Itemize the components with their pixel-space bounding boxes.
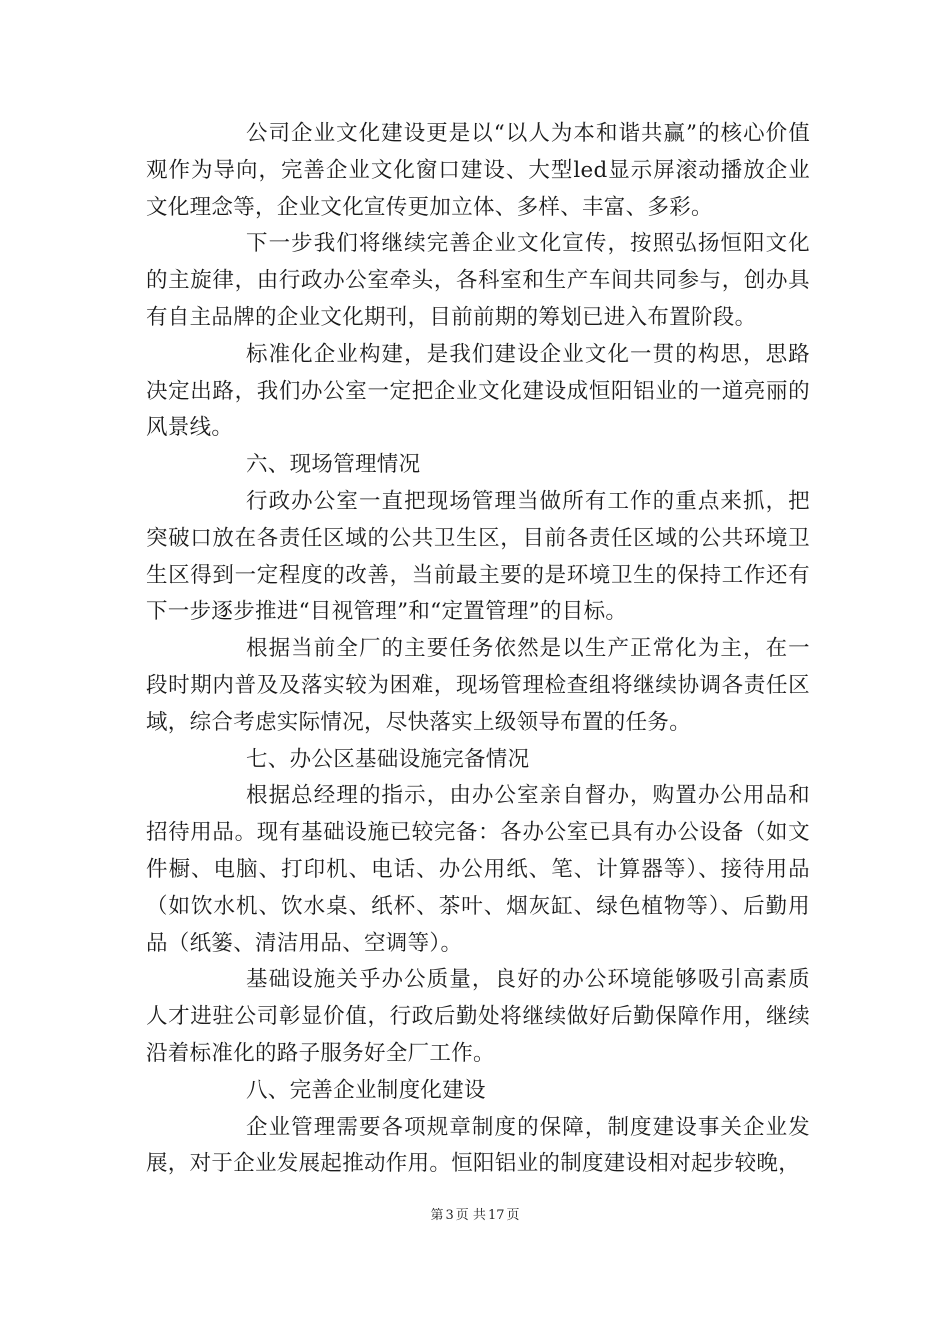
paragraph-6: 根据总经理的指示，由办公室亲自督办，购置办公用品和招待用品。现有基础设施已较完备：各办公室已具有办公设备（如文件橱、电脑、打印机、电话、办公用纸、笔、计算器等）、接待用品（如饮水机、饮水桌、纸杯、茶叶、烟灰缸、绿色植物等）、后勤用品（纸篓、清洁用品、空调等）。 [146, 783, 810, 956]
paragraph-3: 标准化企业构建，是我们建设企业文化一贯的构思，思路决定出路，我们办公室一定把企业文化建设成恒阳铝业的一道亮丽的风景线。 [146, 341, 810, 441]
footer-middle: 页 共 [455, 1208, 486, 1223]
page-number-footer [0, 1207, 950, 1225]
paragraph-7: 基础设施关乎办公质量，良好的办公环境能够吸引高素质人才进驻公司彰显价值，行政后勤处将继续做好后勤保障作用，继续沿着标准化的路子服务好全厂工作。 [146, 967, 810, 1066]
section-heading-6: 六、现场管理情况 [246, 452, 421, 478]
footer-suffix: 页 [506, 1208, 520, 1223]
paragraph-8: 企业管理需要各项规章制度的保障，制度建设事关企业发展，对于企业发展起推动作用。恒阳铝业的制度建设相对起步较晚， [146, 1114, 810, 1177]
paragraph-1: 公司企业文化建设更是以“以人为本和谐共赢”的核心价值观作为导向，完善企业文化窗口建设、大型led显示屏滚动播放企业文化理念等，企业文化宣传更加立体、多样、丰富、多彩。 [146, 121, 810, 220]
paragraph-5: 根据当前全厂的主要任务依然是以生产正常化为主，在一段时期内普及及落实较为困难，现场管理检查组将继续协调各责任区域，综合考虑实际情况，尽快落实上级领导布置的任务。 [146, 636, 810, 735]
section-heading-7: 七、办公区基础设施完备情况 [246, 746, 530, 772]
document-body [146, 116, 810, 1183]
footer-prefix: 第 [430, 1208, 444, 1223]
footer-current-page: 3 [445, 1208, 454, 1223]
paragraph-4: 行政办公室一直把现场管理当做所有工作的重点来抓，把突破口放在各责任区域的公共卫生区，目前各责任区域的公共环境卫生区得到一定程度的改善，当前最主要的是环境卫生的保持工作还有下一步逐步推进“目视管理”和“定置管理”的目标。 [146, 488, 810, 625]
footer-total-pages: 17 [487, 1208, 505, 1223]
section-heading-8: 八、完善企业制度化建设 [246, 1077, 486, 1103]
paragraph-2: 下一步我们将继续完善企业文化宣传，按照弘扬恒阳文化的主旋律，由行政办公室牵头，各科室和生产车间共同参与，创办具有自主品牌的企业文化期刊，目前前期的筹划已进入布置阶段。 [146, 231, 810, 330]
